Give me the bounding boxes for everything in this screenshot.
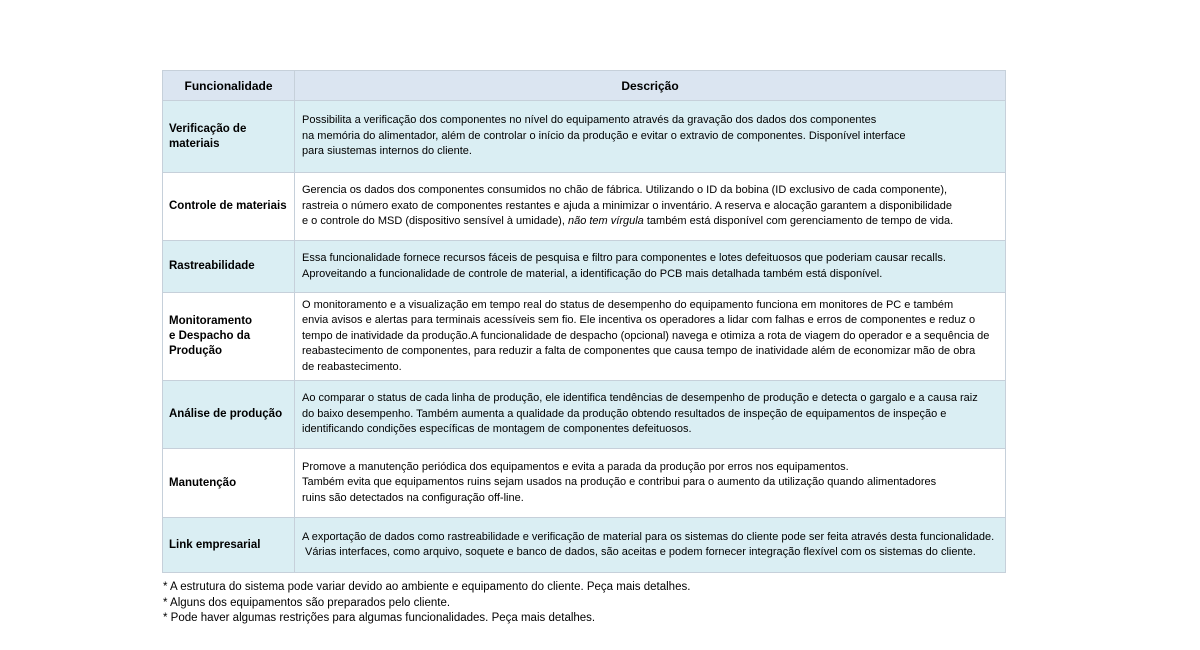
description-cell: A exportação de dados como rastreabilidade e verificação de material para os sistemas do cliente pode ser feita através desta funcionalidade. Várias interfaces, como arquivo, soquete e banco de dados, são aceitas e podem fornecer integração flexível com os sistemas do cliente. (295, 518, 1006, 573)
header-row (163, 71, 1006, 101)
description-cell: Possibilita a verificação dos componentes no nível do equipamento através da gravação dos dados dos componentes na memória do alimentador, além de controlar o início da produção e evitar o extravio de componentes. Disponível interface para siustemas internos do cliente. (295, 101, 1006, 173)
feature-cell: Rastreabilidade (163, 241, 295, 293)
header-cell-descricao: Descrição (295, 71, 1006, 101)
description-cell: Promove a manutenção periódica dos equipamentos e evita a parada da produção por erros nos equipamentos. Também evita que equipamentos ruins sejam usados na produção e contribui para o aumento da utilização quando alimentadores ruins são detectados na configuração off-line. (295, 449, 1006, 518)
description-cell: O monitoramento e a visualização em tempo real do status de desempenho do equipamento funciona em monitores de PC e também envia avisos e alertas para terminais acessíveis sem fio. Ele incentiva os operadores a lidar com falhas e erros de componentes e reduz o tempo de inatividade da produção.A funcionalidade de despacho (opcional) navega e otimiza a rota de viagem do operador e a sequência de reabastecimento de componentes, para reduzir a falta de componentes que causa tempo de inatividade além de economizar mão de obra de reabastecimento. (295, 293, 1006, 381)
footnotes (163, 580, 690, 627)
footnote-line: * Pode haver algumas restrições para algumas funcionalidades. Peça mais detalhes. (163, 612, 596, 624)
feature-cell: Análise de produção (163, 381, 295, 449)
table-row (163, 381, 1006, 449)
description-cell: Gerencia os dados dos componentes consumidos no chão de fábrica. Utilizando o ID da bobina (ID exclusivo de cada componente), rastreia o número exato de componentes restantes e ajuda a minimizar o inventário. A reserva e alocação garantem a disponibilidade e o controle do MSD (dispositivo sensível à umidade), não tem vírgula também está disponível com gerenciamento de tempo de vida. (295, 173, 1006, 241)
feature-table (162, 70, 1006, 573)
table-row (163, 518, 1006, 573)
feature-cell: Manutenção (163, 449, 295, 518)
table-row (163, 293, 1006, 381)
feature-table-header (163, 71, 1006, 101)
description-cell: Essa funcionalidade fornece recursos fáceis de pesquisa e filtro para componentes e lotes defeituosos que poderiam causar recalls. Aproveitando a funcionalidade de controle de material, a identificação do PCB mais detalhada também está disponível. (295, 241, 1006, 293)
footnote-line: * Alguns dos equipamentos são preparados pelo cliente. (163, 596, 451, 609)
feature-cell: Link empresarial (163, 518, 295, 573)
table-row (163, 173, 1006, 241)
table-row (163, 101, 1006, 173)
footnote-line: * A estrutura do sistema pode variar devido ao ambiente e equipamento do cliente. Peça mais detalhes. (163, 581, 691, 593)
feature-cell: Controle de materiais (163, 173, 295, 241)
header-cell-funcionalidade: Funcionalidade (163, 71, 295, 101)
feature-cell: Verificação de materiais (163, 101, 295, 173)
description-cell: Ao comparar o status de cada linha de produção, ele identifica tendências de desempenho de produção e detecta o gargalo e a causa raiz do baixo desempenho. Também aumenta a qualidade da produção obtendo resultados de inspeção de equipamentos de inspeção e identificando condições específicas de montagem de componentes defeituosos. (295, 381, 1006, 449)
table-row (163, 241, 1006, 293)
feature-cell: Monitoramento e Despacho da Produção (163, 293, 295, 381)
table-row (163, 449, 1006, 518)
feature-table-body (163, 101, 1006, 573)
